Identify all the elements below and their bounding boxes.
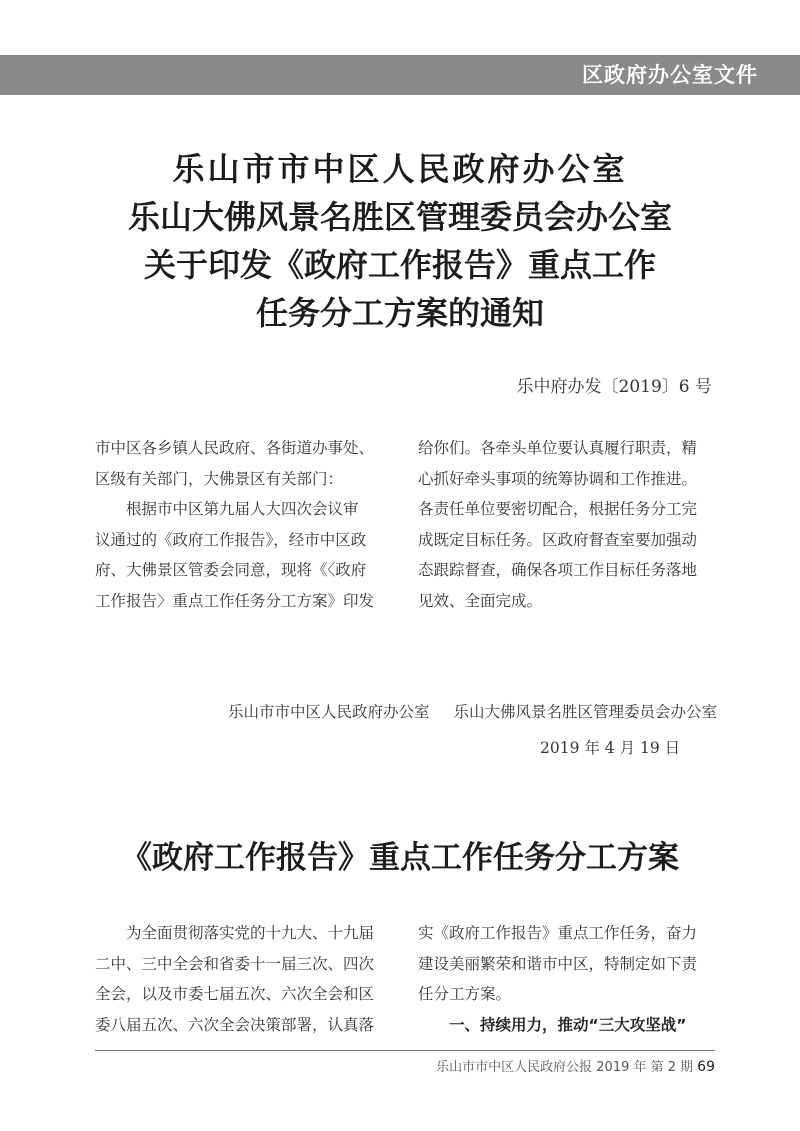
signer-district-office: 乐山市市中区人民政府办公室 (228, 703, 430, 721)
publication-name: 乐山市市中区人民政府公报 2019 年 第 2 期 (436, 1060, 694, 1075)
body-line: 议通过的《政府工作报告》，经市中区政 (95, 530, 367, 549)
header-band (0, 55, 800, 95)
page-number: 69 (697, 1059, 715, 1075)
signer-scenic-area-office: 乐山大佛风景名胜区管理委员会办公室 (453, 703, 718, 721)
body-line: 见效、全面完成。 (418, 591, 543, 610)
section-heading: 一、持续用力，推动“三大攻坚战” (418, 1015, 687, 1034)
title-line: 任务分工方案的通知 (255, 294, 544, 332)
title-line: 乐山市市中区人民政府办公室 (172, 150, 628, 188)
body-line: 市中区各乡镇人民政府、各街道办事处、 (95, 439, 375, 457)
plan-body-right-column (418, 918, 718, 1040)
issue-date: 2019 年 4 月 19 日 (540, 739, 681, 757)
plan-body-left-column (95, 918, 395, 1040)
page-footer (436, 1056, 715, 1075)
body-line: 根据市中区第九届人大四次会议审 (95, 500, 359, 518)
signature-line (228, 700, 717, 722)
body-line: 二中、三中全会和省委十一届三次、四次 (95, 954, 375, 973)
body-line: 为全面贯彻落实党的十九大、十九届 (95, 924, 375, 942)
body-line: 心抓好牵头事项的统筹协调和工作推进。 (418, 469, 698, 488)
body-line: 委八届五次、六次全会决策部署，认真落 (95, 1015, 375, 1034)
body-line: 府、大佛景区管委会同意，现将《〈政府 (95, 561, 367, 579)
body-line: 全会，以及市委七届五次、六次全会和区 (95, 985, 375, 1003)
body-line: 任分工方案。 (418, 985, 512, 1003)
footer-divider (95, 1050, 715, 1051)
body-line: 区级有关部门，大佛景区有关部门： (95, 469, 344, 488)
section-label: 区政府办公室文件 (582, 63, 758, 87)
notice-title (0, 145, 800, 337)
body-line: 成既定目标任务。区政府督查室要加强动 (418, 530, 698, 549)
body-line: 工作报告〉重点工作任务分工方案》印发 (95, 591, 375, 610)
body-line: 态跟踪督查，确保各项工作目标任务落地 (418, 561, 698, 579)
document-number: 乐中府办发〔2019〕6 号 (516, 377, 712, 397)
notice-body-left-column (95, 433, 395, 616)
body-line: 给你们。各牵头单位要认真履行职责，精 (418, 439, 698, 457)
body-line: 建设美丽繁荣和谐市中区，特制定如下责 (418, 954, 698, 973)
body-line: 各责任单位要密切配合，根据任务分工完 (418, 500, 698, 518)
body-line: 实《政府工作报告》重点工作任务，奋力 (418, 924, 698, 942)
plan-title: 《政府工作报告》重点工作任务分工方案 (121, 840, 679, 876)
title-line: 乐山大佛风景名胜区管理委员会办公室 (127, 198, 672, 236)
title-line: 关于印发《政府工作报告》重点工作 (143, 246, 656, 284)
notice-body-right-column (418, 433, 718, 616)
